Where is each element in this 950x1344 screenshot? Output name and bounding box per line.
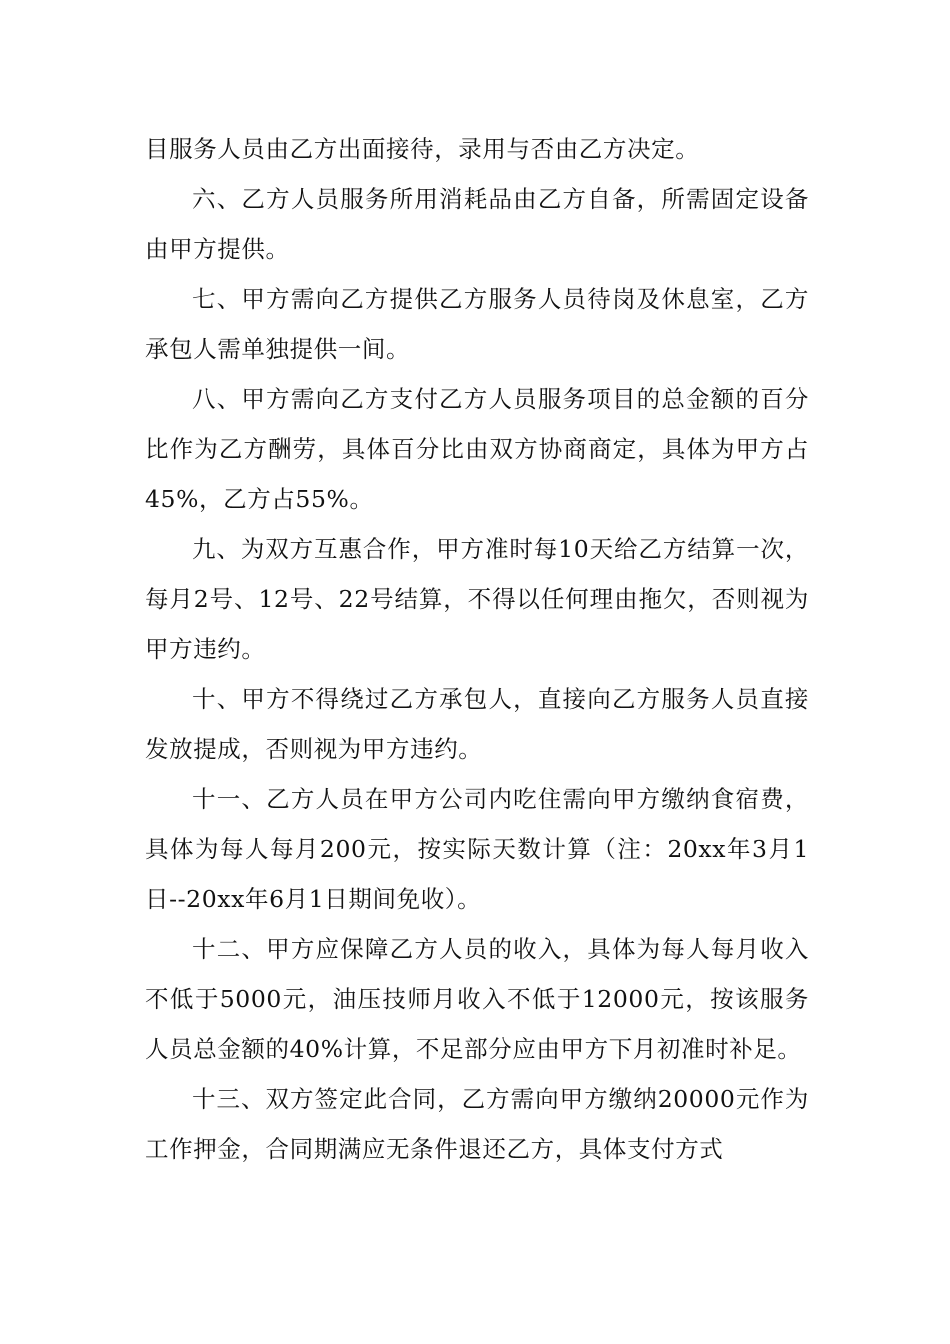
paragraph-continuation: 目服务人员由乙方出面接待，录用与否由乙方决定。: [145, 135, 700, 163]
paragraph-clause-10: 十、甲方不得绕过乙方承包人，直接向乙方服务人员直接发放提成，否则视为甲方违约。: [145, 685, 809, 763]
paragraph-clause-6: 六、乙方人员服务所用消耗品由乙方自备，所需固定设备由甲方提供。: [145, 185, 809, 263]
document-body: [145, 124, 809, 1174]
paragraph-clause-13: 十三、双方签定此合同，乙方需向甲方缴纳20000元作为工作押金，合同期满应无条件退还乙方，具体支付方式: [145, 1085, 809, 1163]
paragraph-clause-11: 十一、乙方人员在甲方公司内吃住需向甲方缴纳食宿费，具体为每人每月200元，按实际天数计算（注：20xx年3月1日--20xx年6月1日期间免收）。: [145, 785, 809, 913]
paragraph-clause-8: 八、甲方需向乙方支付乙方人员服务项目的总金额的百分比作为乙方酬劳，具体百分比由双方协商商定，具体为甲方占45%，乙方占55%。: [145, 385, 809, 513]
paragraph-clause-9: 九、为双方互惠合作，甲方准时每10天给乙方结算一次，每月2号、12号、22号结算，不得以任何理由拖欠，否则视为甲方违约。: [145, 535, 809, 663]
paragraph-clause-7: 七、甲方需向乙方提供乙方服务人员待岗及休息室，乙方承包人需单独提供一间。: [145, 285, 809, 363]
paragraph-clause-12: 十二、甲方应保障乙方人员的收入，具体为每人每月收入不低于5000元，油压技师月收入不低于12000元，按该服务人员总金额的40%计算，不足部分应由甲方下月初准时补足。: [145, 935, 809, 1063]
